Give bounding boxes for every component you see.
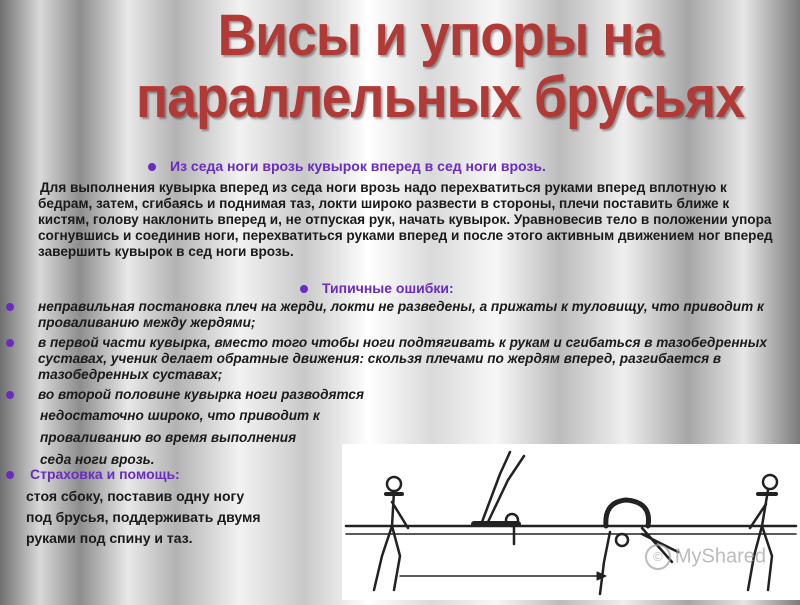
slide-title [90,5,790,129]
gymnast-figure-2 [474,452,524,544]
error-item-1: неправильная постановка плеч на жерди, локти не разведены, а прижаты к туловищу, что приводит к проваливанию между жердями; [6,299,776,331]
title-line-1: Висы и упоры на [217,3,663,68]
exercise-heading: Из седа ноги врозь кувырок вперед в сед ноги врозь. [148,158,546,174]
help-line-2: под брусья, поддерживать двумя [26,509,261,525]
watermark: © MyShared [645,544,766,570]
error-3-continuation-3: седа ноги врозь. [40,452,155,467]
gymnast-sequence-illustration [342,444,800,600]
help-line-1: стоя сбоку, поставив одну ногу [26,488,245,504]
exercise-description: Для выполнения кувырка вперед из седа ноги врозь надо перехватиться руками вперед вплотную к бедрам, затем, сгибаясь и поднимая таз, локти широко развести в стороны, плечи поставить ближе к кистям, голову наклонить вперед и, не отпуская рук, начать кувырок. Уравновесив тело в положении упора согнувшись и соединив ноги, перехватиться руками вперед и после этого активным движением ног вперед завершить кувырок в сед ноги врозь. [38,180,773,259]
round-bullet-icon [148,163,156,171]
title-line-2: параллельных брусьях [135,65,745,130]
errors-heading: Типичные ошибки: [300,280,454,296]
gymnast-sequence-svg [342,444,800,600]
help-line-3: руками под спину и таз. [26,530,193,546]
round-bullet-icon [6,471,14,479]
error-3-continuation-1: недостаточно широко, что приводит к [40,408,320,423]
round-bullet-icon [6,339,14,347]
error-3-continuation-2: проваливанию во время выполнения [40,430,297,445]
error-item-3: во второй половине кувырка ноги разводятся [6,387,776,403]
round-bullet-icon [6,303,14,311]
help-heading: Страховка и помощь: [6,466,180,482]
round-bullet-icon [6,391,14,399]
error-item-2: в первой части кувырка, вместо того чтобы ноги подтягивать к рукам и сгибаться в тазобедренных суставах, ученик делает обратные движения: скользя плечами по жердям вперед, разгибается в тазобедренных суставах; [6,335,776,383]
gymnast-figure-4 [748,475,777,590]
copyright-icon: © [645,544,671,570]
round-bullet-icon [300,285,308,293]
